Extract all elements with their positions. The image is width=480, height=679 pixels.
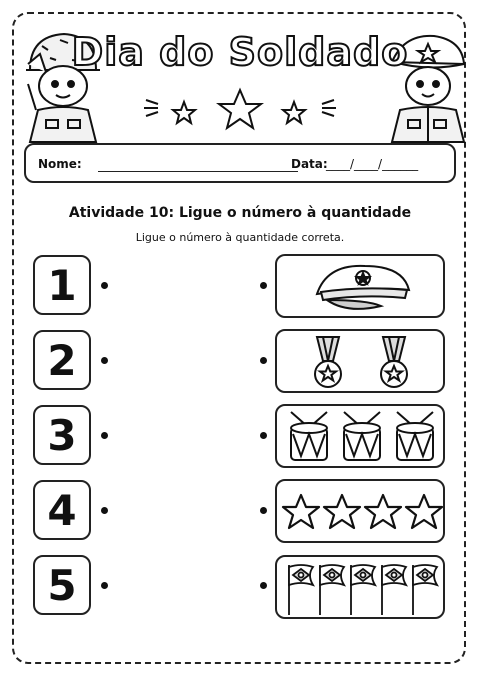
right-dot-1[interactable] — [260, 282, 267, 289]
star-icon — [219, 90, 261, 128]
star-icon — [283, 102, 305, 123]
date-label: Data: — [291, 157, 328, 171]
number-box-3: 3 — [33, 405, 91, 465]
quantity-box-5 — [275, 555, 445, 619]
quantity-box-3 — [275, 404, 445, 468]
left-dot-2[interactable] — [101, 357, 108, 364]
flag-icon — [289, 565, 313, 615]
star-icon — [324, 495, 360, 528]
star-icon — [283, 495, 319, 528]
right-dot-5[interactable] — [260, 582, 267, 589]
number-box-1: 1 — [33, 255, 91, 315]
flag-icon — [382, 565, 406, 615]
star-icon — [365, 495, 401, 528]
flag-icon — [351, 565, 375, 615]
name-field[interactable] — [98, 171, 298, 172]
right-dot-3[interactable] — [260, 432, 267, 439]
star-icon — [406, 495, 442, 528]
flag-icon — [413, 565, 437, 615]
medal-icon — [315, 337, 341, 387]
page-title: Dia do Soldado — [71, 30, 409, 74]
drum-icon — [291, 412, 327, 460]
name-date-box — [24, 143, 456, 183]
activity-instruction: Ligue o número à quantidade correta. — [135, 231, 345, 244]
right-dot-4[interactable] — [260, 507, 267, 514]
medal-icon — [381, 337, 407, 387]
quantity-box-4 — [275, 479, 445, 543]
quantity-box-1 — [275, 254, 445, 318]
number-box-5: 5 — [33, 555, 91, 615]
right-dot-2[interactable] — [260, 357, 267, 364]
star-icon — [173, 102, 195, 123]
flag-icon — [320, 565, 344, 615]
left-dot-5[interactable] — [101, 582, 108, 589]
number-box-4: 4 — [33, 480, 91, 540]
decorative-stars — [140, 86, 340, 138]
drum-icon — [397, 412, 433, 460]
cap-icon — [317, 266, 409, 309]
left-dot-3[interactable] — [101, 432, 108, 439]
number-box-2: 2 — [33, 330, 91, 390]
left-dot-4[interactable] — [101, 507, 108, 514]
date-field[interactable]: ____/____/______ — [326, 157, 419, 171]
name-label: Nome: — [38, 157, 82, 171]
drum-icon — [344, 412, 380, 460]
quantity-box-2 — [275, 329, 445, 393]
left-dot-1[interactable] — [101, 282, 108, 289]
activity-title: Atividade 10: Ligue o número à quantidade — [68, 205, 412, 221]
